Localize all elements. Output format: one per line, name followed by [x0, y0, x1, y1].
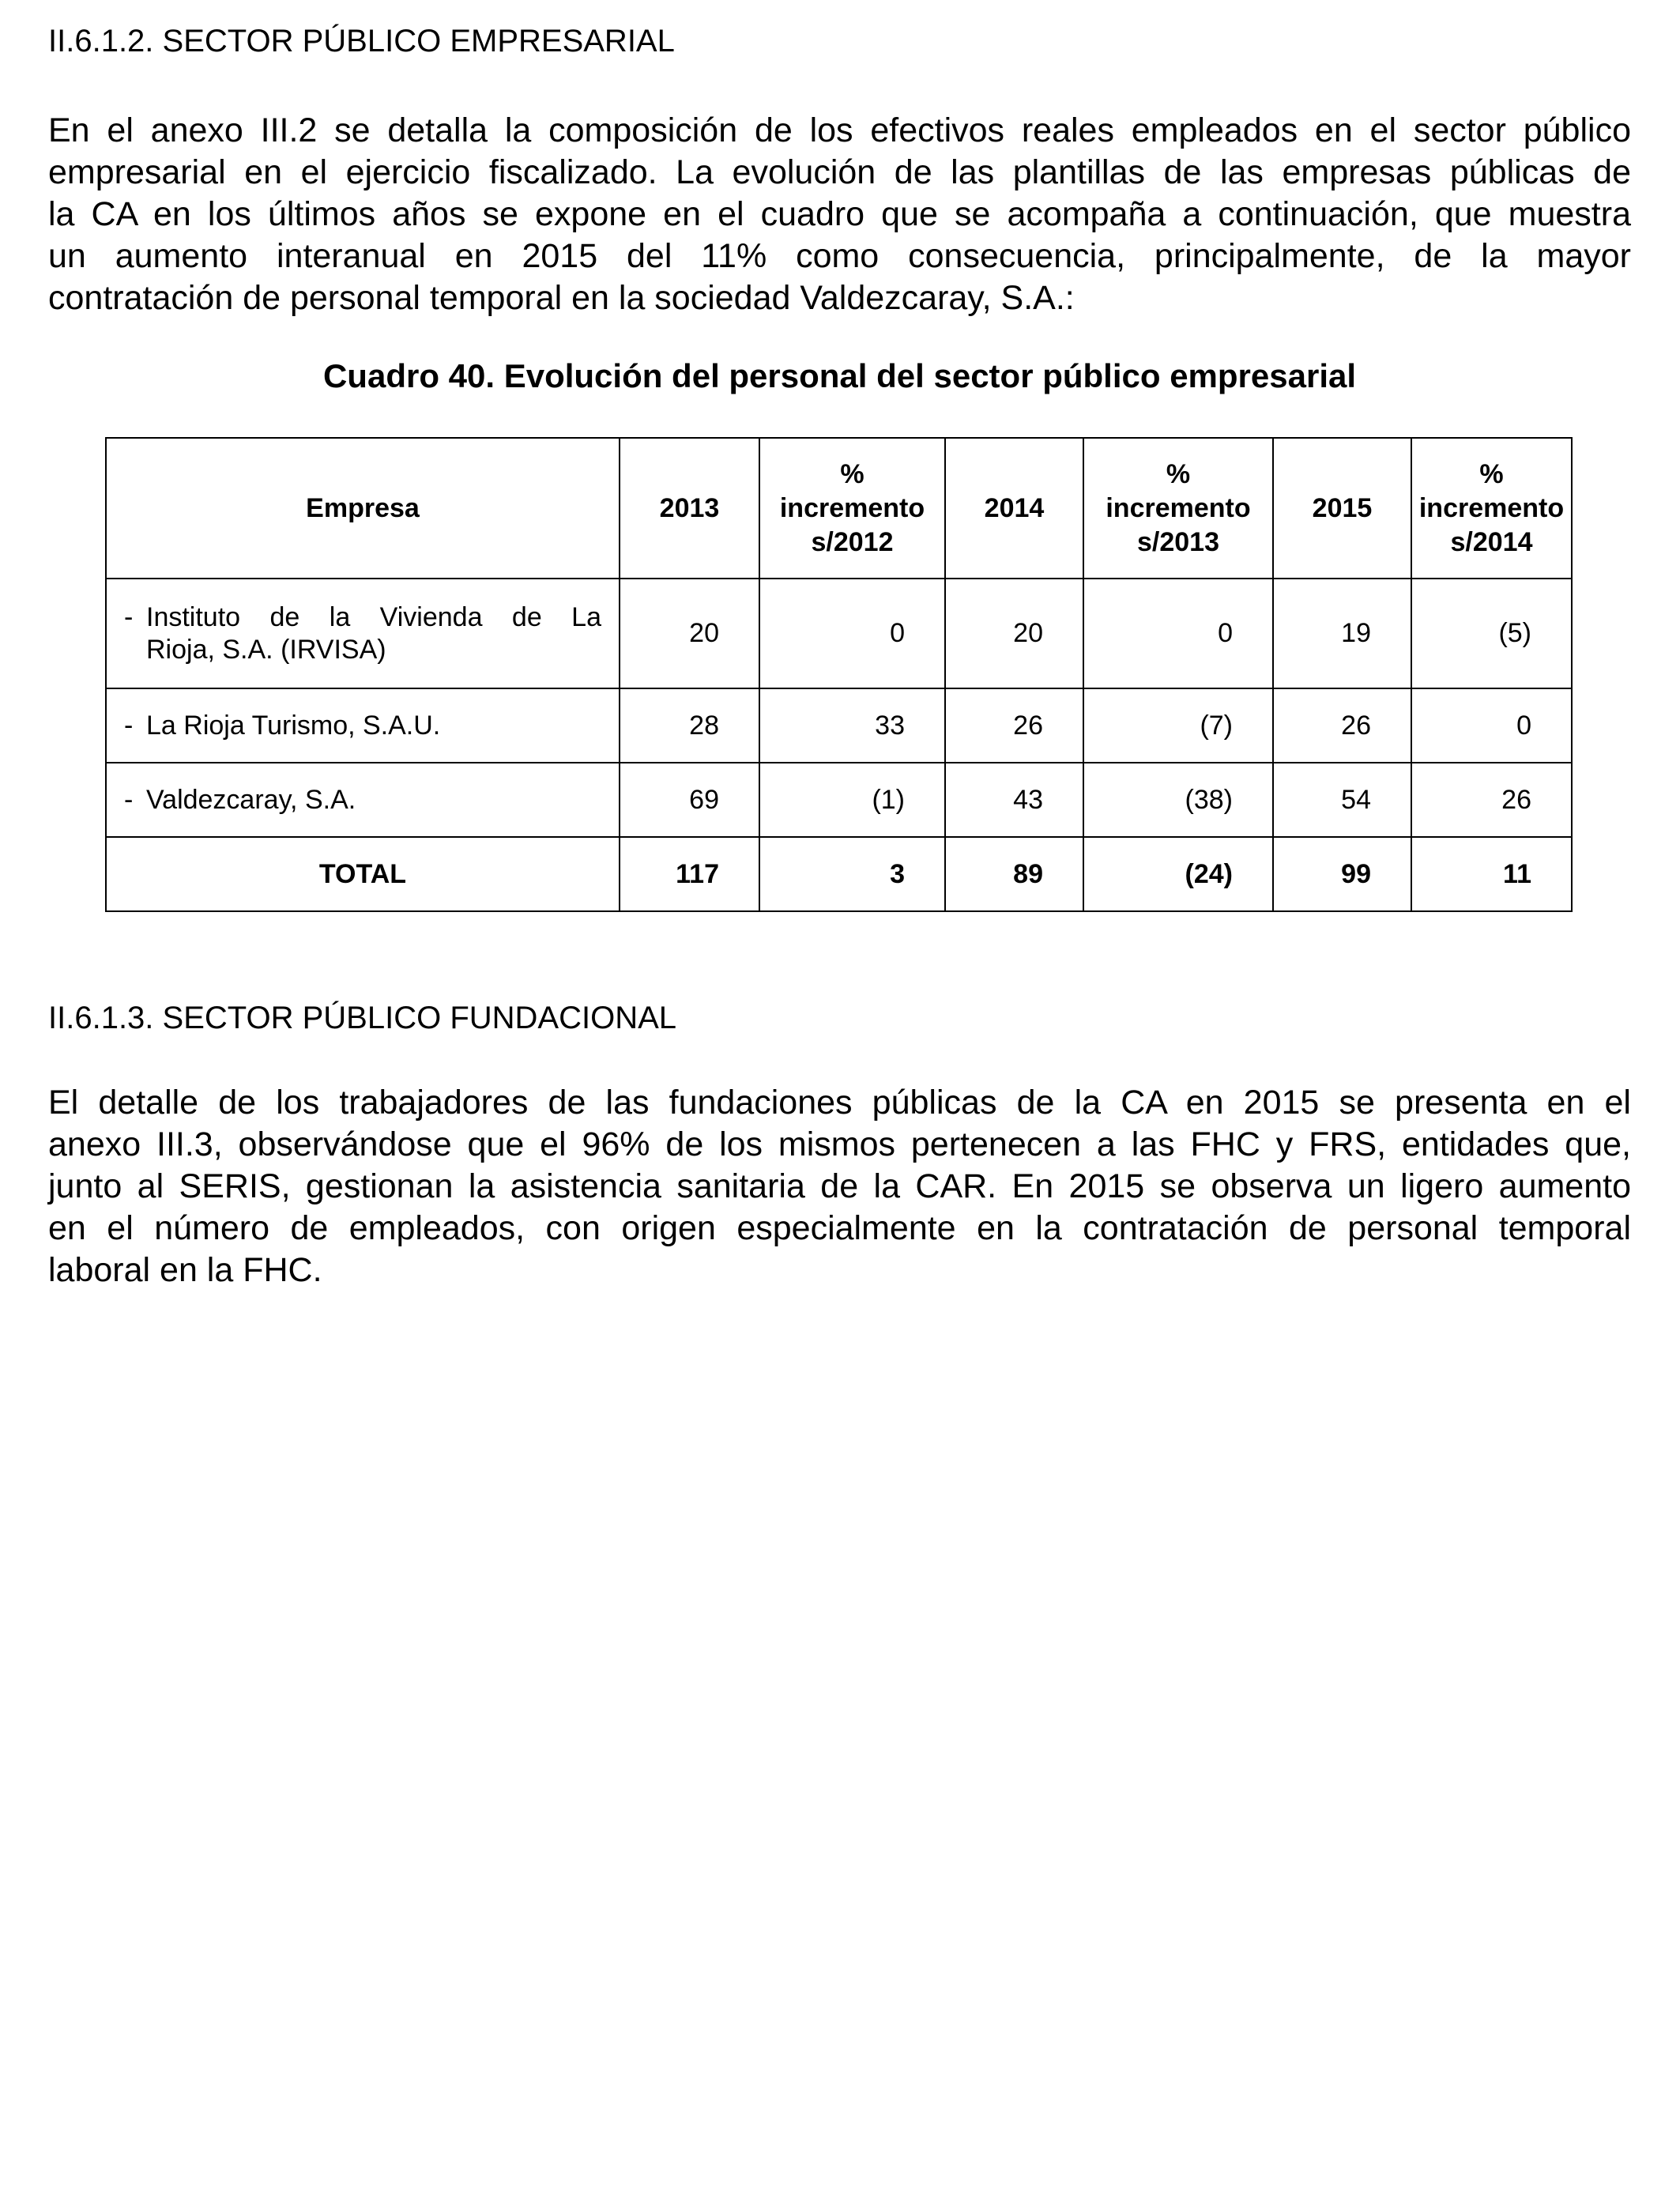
total-2015: 99	[1273, 837, 1411, 911]
cell-increment-2013: 0	[1083, 579, 1273, 688]
header-text: %	[1166, 458, 1191, 489]
cell-2015: 54	[1273, 763, 1411, 837]
section-heading-empresarial: II.6.1.2. SECTOR PÚBLICO EMPRESARIAL	[48, 24, 675, 58]
total-2013: 117	[620, 837, 759, 911]
cell-increment-2012: 33	[759, 688, 945, 763]
header-2015: 2015	[1273, 438, 1411, 579]
cell-increment-2014: 26	[1411, 763, 1572, 837]
cell-increment-2014: 0	[1411, 688, 1572, 763]
personnel-table	[105, 437, 1573, 912]
cell-increment-2013: (7)	[1083, 688, 1273, 763]
cell-increment-2012: 0	[759, 579, 945, 688]
cell-2015: 26	[1273, 688, 1411, 763]
cell-2013: 69	[620, 763, 759, 837]
cell-2013: 28	[620, 688, 759, 763]
paragraph-line: en el número de empleados, con origen especialmente en la contratación de personal temporal	[48, 1209, 1631, 1247]
header-increment-2012	[759, 438, 945, 579]
section-heading-fundacional: II.6.1.3. SECTOR PÚBLICO FUNDACIONAL	[48, 1001, 677, 1035]
header-text: %	[1479, 458, 1504, 489]
header-text: s/2013	[1137, 526, 1219, 557]
header-empresa: Empresa	[106, 438, 620, 579]
header-increment-2013	[1083, 438, 1273, 579]
table-row-irvisa	[106, 579, 1572, 688]
paragraph-line: anexo III.3, observándose que el 96% de los mismos pertenecen a las FHC y FRS, entidades que,	[48, 1125, 1631, 1163]
total-increment-2012: 3	[759, 837, 945, 911]
paragraph-line: laboral en la FHC.	[48, 1251, 322, 1289]
list-dash: -	[124, 601, 134, 632]
header-text: %	[840, 458, 864, 489]
company-name-cell	[106, 579, 620, 688]
table-row-total	[106, 837, 1572, 911]
header-text: incremento	[779, 492, 925, 523]
cell-increment-2013: (38)	[1083, 763, 1273, 837]
header-2013: 2013	[620, 438, 759, 579]
paragraph-empresarial	[48, 110, 1631, 319]
table-row-la-rioja-turismo	[106, 688, 1572, 763]
paragraph-line: En el anexo III.2 se detalla la composición de los efectivos reales empleados en el sector público	[48, 111, 1631, 149]
total-2014: 89	[945, 837, 1083, 911]
paragraph-line: un aumento interanual en 2015 del 11% como consecuencia, principalmente, de la mayor	[48, 237, 1631, 275]
company-name-line: Rioja, S.A. (IRVISA)	[146, 634, 386, 665]
company-name-line: La Rioja Turismo, S.A.U.	[146, 710, 441, 741]
list-dash: -	[124, 784, 134, 815]
list-dash: -	[124, 710, 134, 741]
table-row-valdezcaray	[106, 763, 1572, 837]
cell-2014: 20	[945, 579, 1083, 688]
total-label: TOTAL	[106, 837, 620, 911]
header-text: incremento	[1418, 492, 1565, 523]
header-increment-2014	[1411, 438, 1572, 579]
header-text: s/2014	[1450, 526, 1533, 557]
company-name-line: Instituto de la Vivienda de La	[146, 601, 601, 632]
cell-2015: 19	[1273, 579, 1411, 688]
company-name-cell	[106, 763, 620, 837]
total-increment-2014: 11	[1411, 837, 1572, 911]
company-name-cell	[106, 688, 620, 763]
paragraph-fundacional	[48, 1082, 1631, 1291]
cell-2013: 20	[620, 579, 759, 688]
table-caption: Cuadro 40. Evolución del personal del sector público empresarial	[322, 357, 1357, 394]
cell-increment-2012: (1)	[759, 763, 945, 837]
table-header-row	[106, 438, 1572, 579]
header-text: s/2012	[811, 526, 894, 557]
cell-2014: 26	[945, 688, 1083, 763]
paragraph-line: El detalle de los trabajadores de las fundaciones públicas de la CA en 2015 se presenta en el	[48, 1084, 1631, 1122]
cell-2014: 43	[945, 763, 1083, 837]
paragraph-line: contratación de personal temporal en la sociedad Valdezcaray, S.A.:	[48, 279, 1075, 317]
cell-increment-2014: (5)	[1411, 579, 1572, 688]
header-text: incremento	[1106, 492, 1251, 523]
paragraph-line: empresarial en el ejercicio fiscalizado. La evolución de las plantillas de las empresas públicas de	[48, 153, 1631, 191]
paragraph-line: junto al SERIS, gestionan la asistencia sanitaria de la CAR. En 2015 se observa un ligero aumento	[48, 1167, 1631, 1205]
header-2014: 2014	[945, 438, 1083, 579]
total-increment-2013: (24)	[1083, 837, 1273, 911]
company-name-line: Valdezcaray, S.A.	[146, 784, 356, 815]
paragraph-line: la CA en los últimos años se expone en el cuadro que se acompaña a continuación, que muestra	[48, 195, 1631, 233]
